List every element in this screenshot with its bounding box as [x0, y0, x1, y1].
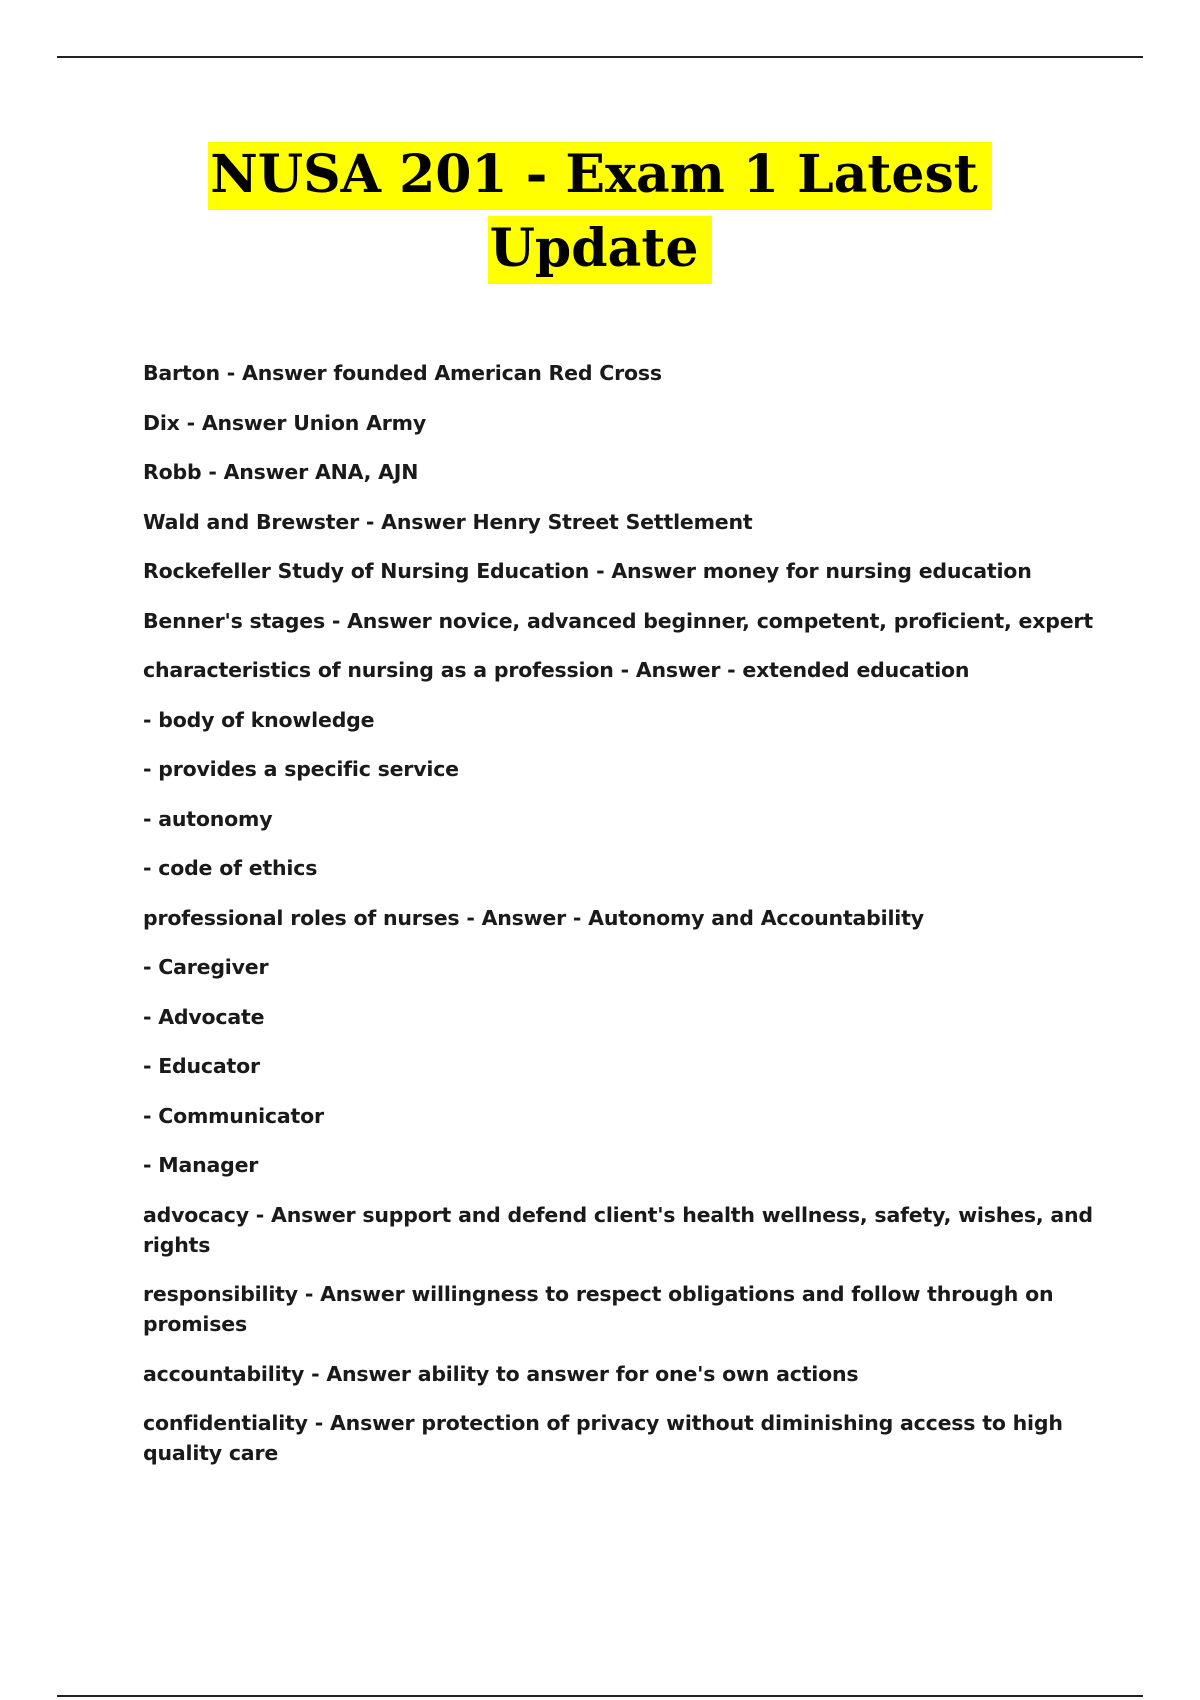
qa-entry: - provides a specific service [143, 757, 459, 781]
bottom-divider [57, 1695, 1143, 1697]
qa-entry: Rockefeller Study of Nursing Education - Answer money for nursing education [143, 559, 1032, 583]
qa-entry: Dix - Answer Union Army [143, 410, 426, 435]
qa-entry: - code of ethics [143, 856, 318, 880]
qa-entry: characteristics of nursing as a profession - Answer - extended education [143, 658, 970, 682]
qa-entry: Wald and Brewster - Answer Henry Street Settlement [143, 509, 753, 534]
qa-entry: - Educator [143, 1054, 260, 1078]
qa-entry: Barton - Answer founded American Red Cross [143, 361, 662, 385]
qa-entry: advocacy - Answer support and defend client's health wellness, safety, wishes, and rights [143, 1202, 1093, 1257]
qa-list [143, 358, 1093, 1488]
qa-entry: - Caregiver [143, 955, 269, 979]
qa-entry: - Communicator [143, 1103, 324, 1128]
qa-entry: - Manager [143, 1153, 259, 1177]
page-title [0, 142, 1200, 290]
qa-entry: - body of knowledge [143, 707, 375, 732]
top-divider [57, 56, 1143, 58]
qa-entry: confidentiality - Answer protection of privacy without diminishing access to high quality care [143, 1411, 1063, 1465]
title-line-2: Update [488, 216, 713, 284]
qa-entry: Robb - Answer ANA, AJN [143, 460, 419, 484]
qa-entry: accountability - Answer ability to answer for one's own actions [143, 1361, 859, 1386]
qa-entry: Benner's stages - Answer novice, advanced beginner, competent, proficient, expert [143, 608, 1093, 633]
qa-entry: - autonomy [143, 806, 273, 831]
qa-entry: - Advocate [143, 1004, 265, 1029]
title-line-1: NUSA 201 - Exam 1 Latest [208, 142, 992, 210]
qa-entry: professional roles of nurses - Answer - Autonomy and Accountability [143, 905, 924, 930]
qa-entry: responsibility - Answer willingness to respect obligations and follow through on promises [143, 1282, 1054, 1336]
